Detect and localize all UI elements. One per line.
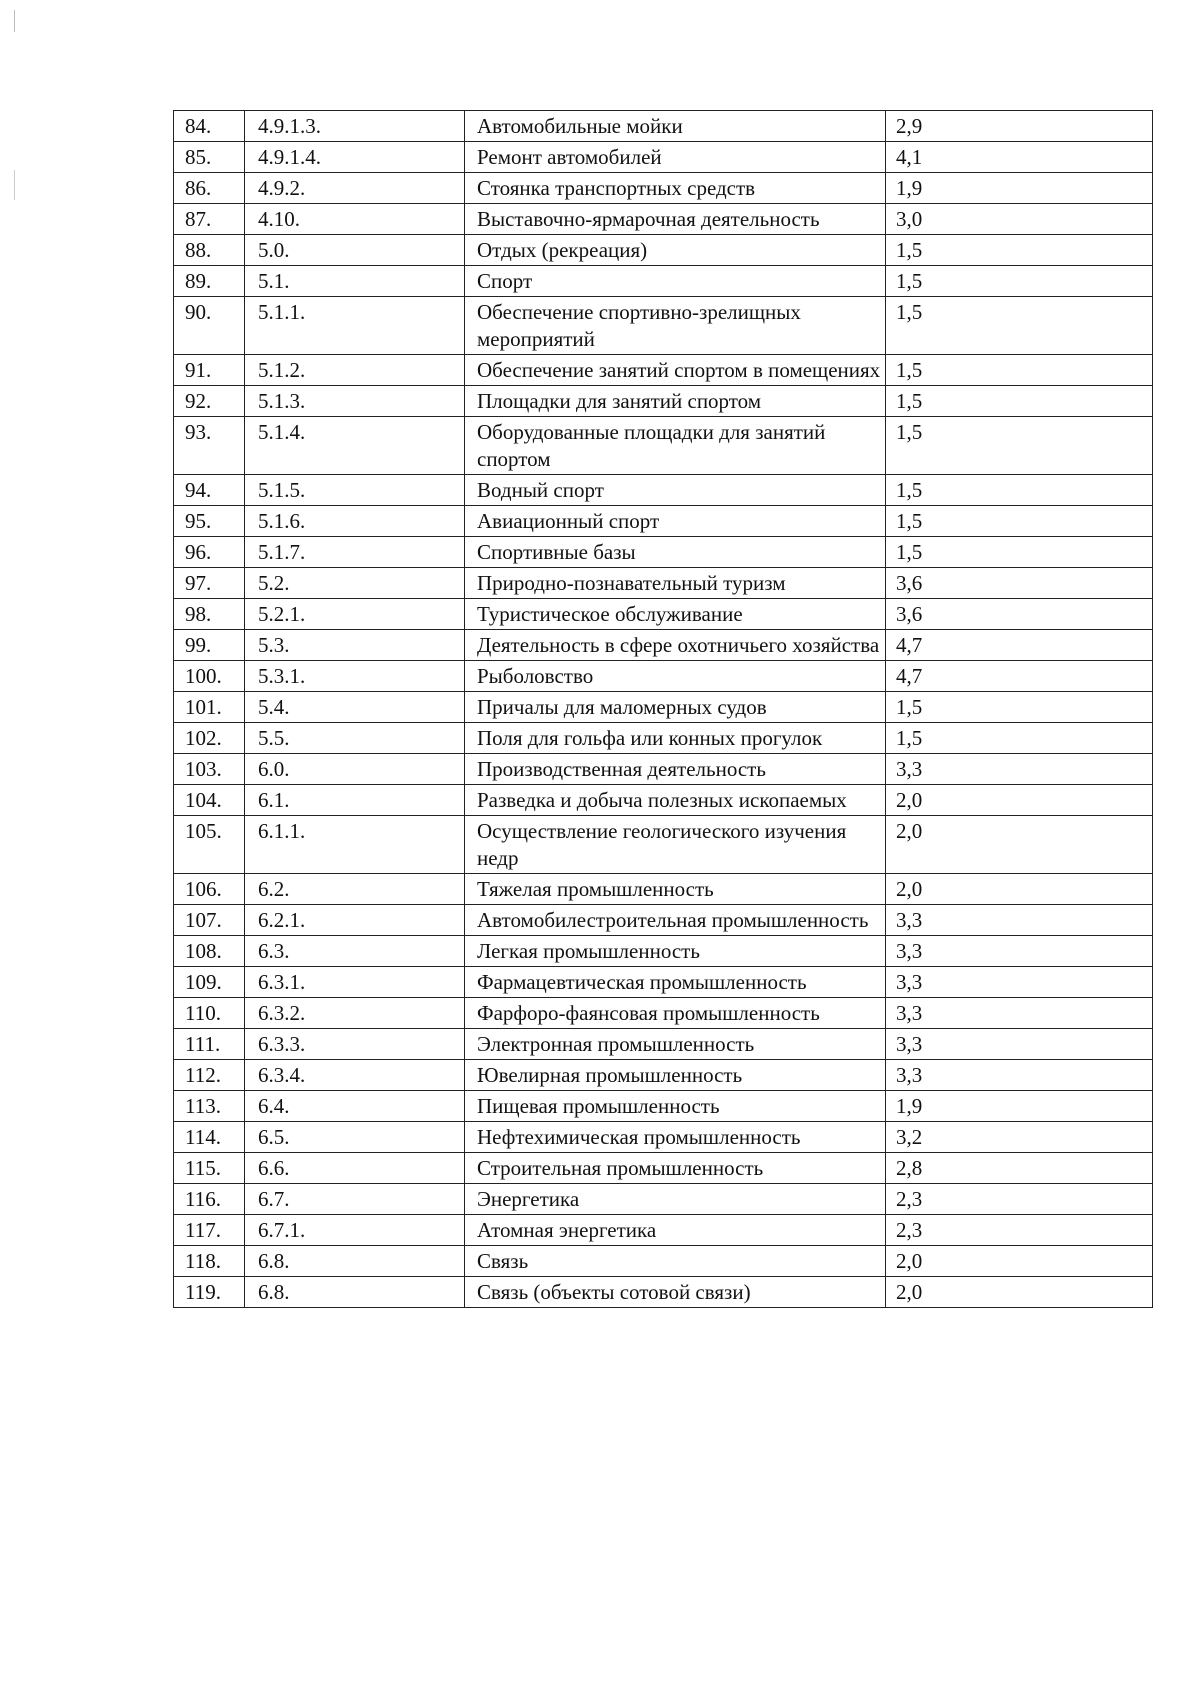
value-cell: 1,5: [886, 537, 1153, 568]
code-cell: 5.3.: [245, 630, 465, 661]
row-number-cell: 118.: [174, 1246, 245, 1277]
value-cell: 1,5: [886, 417, 1153, 475]
name-cell: Нефтехимическая промышленность: [465, 1122, 886, 1153]
value-cell: 3,3: [886, 754, 1153, 785]
code-cell: 5.1.6.: [245, 506, 465, 537]
row-number-cell: 106.: [174, 874, 245, 905]
value-cell: 2,0: [886, 816, 1153, 874]
code-cell: 6.6.: [245, 1153, 465, 1184]
table-row: [174, 816, 1153, 874]
code-cell: 5.1.4.: [245, 417, 465, 475]
code-cell: 5.1.1.: [245, 297, 465, 355]
value-cell: 1,9: [886, 173, 1153, 204]
table-row: [174, 506, 1153, 537]
row-number-cell: 87.: [174, 204, 245, 235]
value-cell: 2,0: [886, 1246, 1153, 1277]
table-row: [174, 1091, 1153, 1122]
name-cell: Электронная промышленность: [465, 1029, 886, 1060]
code-cell: 6.1.1.: [245, 816, 465, 874]
table-row: [174, 1153, 1153, 1184]
row-number-cell: 114.: [174, 1122, 245, 1153]
code-cell: 6.7.: [245, 1184, 465, 1215]
code-cell: 6.3.3.: [245, 1029, 465, 1060]
scan-edge-mark: [14, 170, 15, 200]
scan-edge-mark: [14, 10, 15, 32]
code-cell: 5.1.2.: [245, 355, 465, 386]
table-row: [174, 204, 1153, 235]
value-cell: 2,9: [886, 111, 1153, 142]
table-row: [174, 386, 1153, 417]
name-cell: Энергетика: [465, 1184, 886, 1215]
table-row: [174, 355, 1153, 386]
value-cell: 1,5: [886, 723, 1153, 754]
row-number-cell: 112.: [174, 1060, 245, 1091]
row-number-cell: 88.: [174, 235, 245, 266]
name-cell: Атомная энергетика: [465, 1215, 886, 1246]
value-cell: 1,5: [886, 386, 1153, 417]
name-cell: Деятельность в сфере охотничьего хозяйства: [465, 630, 886, 661]
name-cell: Автомобилестроительная промышленность: [465, 905, 886, 936]
code-cell: 6.5.: [245, 1122, 465, 1153]
table-row: [174, 568, 1153, 599]
value-cell: 2,0: [886, 785, 1153, 816]
table-row: [174, 111, 1153, 142]
name-cell: Площадки для занятий спортом: [465, 386, 886, 417]
code-cell: 6.3.4.: [245, 1060, 465, 1091]
table-row: [174, 723, 1153, 754]
code-cell: 4.9.2.: [245, 173, 465, 204]
code-cell: 5.0.: [245, 235, 465, 266]
row-number-cell: 90.: [174, 297, 245, 355]
code-cell: 6.0.: [245, 754, 465, 785]
value-cell: 2,8: [886, 1153, 1153, 1184]
name-cell: Природно-познавательный туризм: [465, 568, 886, 599]
row-number-cell: 109.: [174, 967, 245, 998]
code-cell: 6.2.1.: [245, 905, 465, 936]
value-cell: 3,3: [886, 967, 1153, 998]
code-cell: 5.2.: [245, 568, 465, 599]
row-number-cell: 115.: [174, 1153, 245, 1184]
code-cell: 6.3.1.: [245, 967, 465, 998]
row-number-cell: 99.: [174, 630, 245, 661]
row-number-cell: 102.: [174, 723, 245, 754]
name-cell: Стоянка транспортных средств: [465, 173, 886, 204]
table-row: [174, 1122, 1153, 1153]
name-cell: Рыболовство: [465, 661, 886, 692]
value-cell: 1,5: [886, 355, 1153, 386]
row-number-cell: 91.: [174, 355, 245, 386]
row-number-cell: 86.: [174, 173, 245, 204]
name-cell: Фармацевтическая промышленность: [465, 967, 886, 998]
row-number-cell: 97.: [174, 568, 245, 599]
code-cell: 4.9.1.3.: [245, 111, 465, 142]
table-row: [174, 630, 1153, 661]
value-cell: 3,6: [886, 599, 1153, 630]
name-cell: Связь: [465, 1246, 886, 1277]
code-cell: 6.2.: [245, 874, 465, 905]
code-cell: 5.1.3.: [245, 386, 465, 417]
name-cell: Отдых (рекреация): [465, 235, 886, 266]
name-cell: Авиационный спорт: [465, 506, 886, 537]
name-cell: Обеспечение занятий спортом в помещениях: [465, 355, 886, 386]
value-cell: 2,0: [886, 1277, 1153, 1308]
name-cell: Пищевая промышленность: [465, 1091, 886, 1122]
table-row: [174, 417, 1153, 475]
table-row: [174, 142, 1153, 173]
value-cell: 3,3: [886, 998, 1153, 1029]
row-number-cell: 94.: [174, 475, 245, 506]
row-number-cell: 117.: [174, 1215, 245, 1246]
table-row: [174, 1029, 1153, 1060]
name-cell: Водный спорт: [465, 475, 886, 506]
table-body: [174, 111, 1153, 1308]
row-number-cell: 100.: [174, 661, 245, 692]
row-number-cell: 119.: [174, 1277, 245, 1308]
row-number-cell: 96.: [174, 537, 245, 568]
row-number-cell: 110.: [174, 998, 245, 1029]
table-row: [174, 235, 1153, 266]
row-number-cell: 101.: [174, 692, 245, 723]
code-cell: 6.8.: [245, 1277, 465, 1308]
name-cell: Ювелирная промышленность: [465, 1060, 886, 1091]
code-cell: 5.3.1.: [245, 661, 465, 692]
table-row: [174, 785, 1153, 816]
table-row: [174, 537, 1153, 568]
row-number-cell: 116.: [174, 1184, 245, 1215]
table-row: [174, 1060, 1153, 1091]
table-row: [174, 266, 1153, 297]
value-cell: 3,3: [886, 1029, 1153, 1060]
table-row: [174, 874, 1153, 905]
table-row: [174, 173, 1153, 204]
name-cell: Производственная деятельность: [465, 754, 886, 785]
name-cell: Связь (объекты сотовой связи): [465, 1277, 886, 1308]
code-cell: 5.2.1.: [245, 599, 465, 630]
table-row: [174, 599, 1153, 630]
value-cell: 3,3: [886, 1060, 1153, 1091]
table-row: [174, 967, 1153, 998]
value-cell: 3,3: [886, 905, 1153, 936]
code-cell: 5.1.: [245, 266, 465, 297]
name-cell: Спортивные базы: [465, 537, 886, 568]
value-cell: 1,5: [886, 235, 1153, 266]
code-cell: 5.1.5.: [245, 475, 465, 506]
value-cell: 1,9: [886, 1091, 1153, 1122]
name-cell: Спорт: [465, 266, 886, 297]
name-cell: Причалы для маломерных судов: [465, 692, 886, 723]
table-row: [174, 661, 1153, 692]
value-cell: 2,3: [886, 1215, 1153, 1246]
row-number-cell: 85.: [174, 142, 245, 173]
name-cell: Автомобильные мойки: [465, 111, 886, 142]
code-cell: 6.3.: [245, 936, 465, 967]
row-number-cell: 84.: [174, 111, 245, 142]
name-cell: Разведка и добыча полезных ископаемых: [465, 785, 886, 816]
name-cell: Тяжелая промышленность: [465, 874, 886, 905]
row-number-cell: 104.: [174, 785, 245, 816]
value-cell: 3,2: [886, 1122, 1153, 1153]
table-row: [174, 475, 1153, 506]
name-cell: Выставочно-ярмарочная деятельность: [465, 204, 886, 235]
table-row: [174, 692, 1153, 723]
table-row: [174, 1215, 1153, 1246]
name-cell: Обеспечение спортивно-зрелищных мероприятий: [465, 297, 886, 355]
row-number-cell: 95.: [174, 506, 245, 537]
code-cell: 6.7.1.: [245, 1215, 465, 1246]
row-number-cell: 105.: [174, 816, 245, 874]
code-cell: 6.3.2.: [245, 998, 465, 1029]
name-cell: Осуществление геологического изучения недр: [465, 816, 886, 874]
value-cell: 2,3: [886, 1184, 1153, 1215]
value-cell: 4,7: [886, 630, 1153, 661]
table-row: [174, 936, 1153, 967]
value-cell: 3,6: [886, 568, 1153, 599]
code-cell: 4.9.1.4.: [245, 142, 465, 173]
code-cell: 5.4.: [245, 692, 465, 723]
row-number-cell: 98.: [174, 599, 245, 630]
table-row: [174, 905, 1153, 936]
row-number-cell: 103.: [174, 754, 245, 785]
value-cell: 4,1: [886, 142, 1153, 173]
code-cell: 6.1.: [245, 785, 465, 816]
table-row: [174, 297, 1153, 355]
code-cell: 6.4.: [245, 1091, 465, 1122]
row-number-cell: 107.: [174, 905, 245, 936]
name-cell: Строительная промышленность: [465, 1153, 886, 1184]
row-number-cell: 89.: [174, 266, 245, 297]
name-cell: Оборудованные площадки для занятий спортом: [465, 417, 886, 475]
table-row: [174, 754, 1153, 785]
name-cell: Легкая промышленность: [465, 936, 886, 967]
name-cell: Поля для гольфа или конных прогулок: [465, 723, 886, 754]
value-cell: 2,0: [886, 874, 1153, 905]
value-cell: 3,3: [886, 936, 1153, 967]
code-cell: 5.1.7.: [245, 537, 465, 568]
name-cell: Туристическое обслуживание: [465, 599, 886, 630]
table-row: [174, 1184, 1153, 1215]
row-number-cell: 111.: [174, 1029, 245, 1060]
code-cell: 6.8.: [245, 1246, 465, 1277]
row-number-cell: 108.: [174, 936, 245, 967]
name-cell: Фарфоро-фаянсовая промышленность: [465, 998, 886, 1029]
value-cell: 1,5: [886, 266, 1153, 297]
row-number-cell: 93.: [174, 417, 245, 475]
name-cell: Ремонт автомобилей: [465, 142, 886, 173]
table-row: [174, 1277, 1153, 1308]
value-cell: 4,7: [886, 661, 1153, 692]
table-row: [174, 998, 1153, 1029]
row-number-cell: 113.: [174, 1091, 245, 1122]
value-cell: 3,0: [886, 204, 1153, 235]
data-table: [173, 110, 1153, 1308]
row-number-cell: 92.: [174, 386, 245, 417]
code-cell: 5.5.: [245, 723, 465, 754]
value-cell: 1,5: [886, 506, 1153, 537]
value-cell: 1,5: [886, 692, 1153, 723]
value-cell: 1,5: [886, 475, 1153, 506]
code-cell: 4.10.: [245, 204, 465, 235]
value-cell: 1,5: [886, 297, 1153, 355]
table-row: [174, 1246, 1153, 1277]
